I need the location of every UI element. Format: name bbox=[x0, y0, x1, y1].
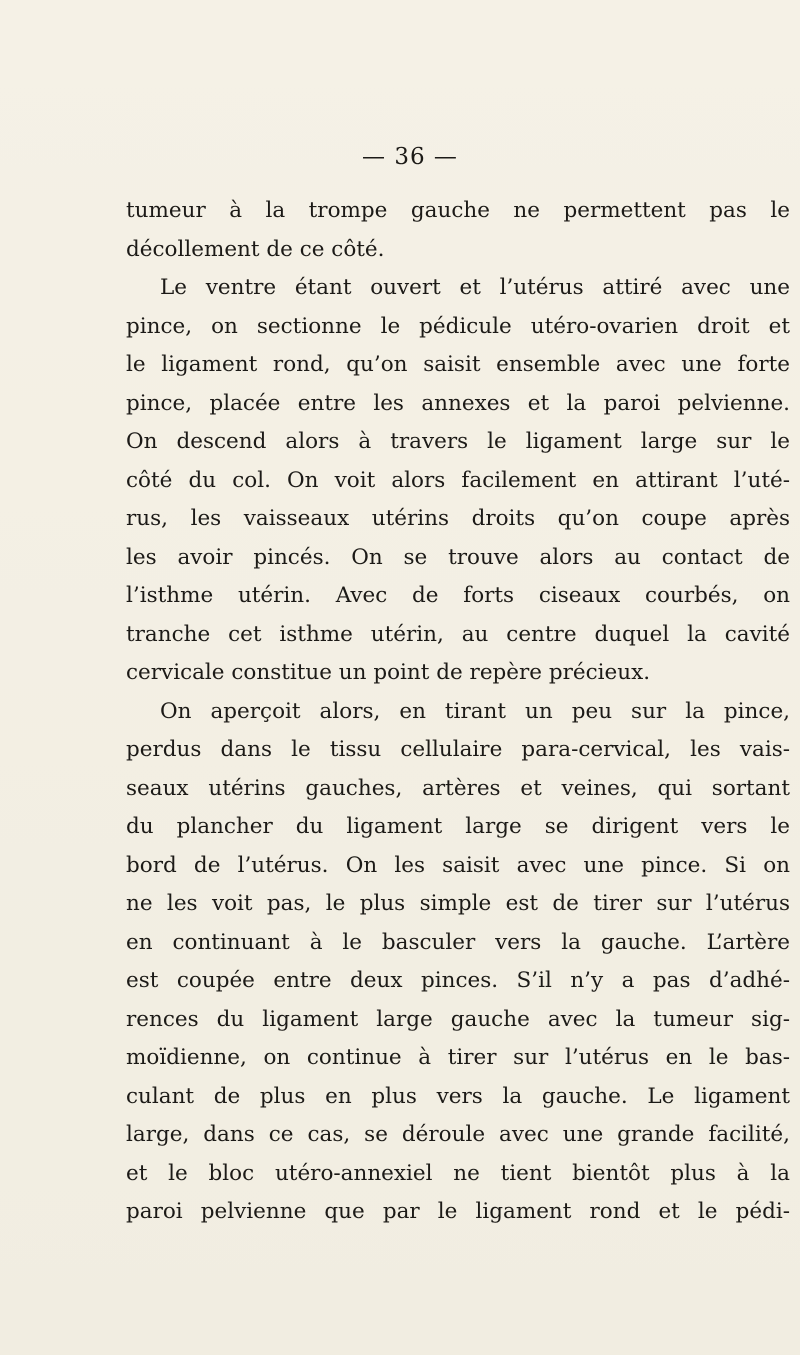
text-line: moïdienne, on continue à tirer sur l’utérus en le bas- bbox=[126, 1045, 790, 1070]
text-line: et le bloc utéro-annexiel ne tient bientôt plus à la bbox=[126, 1160, 790, 1186]
paragraph bbox=[126, 269, 790, 693]
text-line: tumeur à la trompe gauche ne permettent pas le bbox=[126, 198, 790, 223]
text-line: cervicale constitue un point de repère précieux. bbox=[126, 660, 651, 685]
text-line: est coupée entre deux pinces. S’il n’y a pas d’adhé- bbox=[126, 968, 790, 993]
text-line: On aperçoit alors, en tirant un peu sur la pince, bbox=[160, 698, 790, 724]
text-line: l’isthme utérin. Avec de forts ciseaux courbés, on bbox=[126, 583, 790, 608]
paragraph bbox=[126, 693, 790, 1232]
text-line: en continuant à le basculer vers la gauche. L’artère bbox=[126, 929, 790, 955]
text-line: Le ventre étant ouvert et l’utérus attiré avec une bbox=[160, 275, 790, 300]
text-line: large, dans ce cas, se déroule avec une grande facilité, bbox=[126, 1122, 790, 1147]
text-line: du plancher du ligament large se dirigent vers le bbox=[126, 814, 790, 839]
paragraph bbox=[126, 192, 790, 269]
text-line: pince, on sectionne le pédicule utéro-ovarien droit et bbox=[126, 313, 790, 339]
text-line: tranche cet isthme utérin, au centre duquel la cavité bbox=[126, 621, 790, 647]
text-line: les avoir pincés. On se trouve alors au contact de bbox=[126, 544, 790, 570]
text-line: pince, placée entre les annexes et la paroi pelvienne. bbox=[126, 390, 790, 416]
text-line: paroi pelvienne que par le ligament rond et le pédi- bbox=[126, 1199, 790, 1224]
text-line: décollement de ce côté. bbox=[126, 236, 385, 262]
text-line: On descend alors à travers le ligament large sur le bbox=[126, 429, 790, 454]
text-line: perdus dans le tissu cellulaire para-cervical, les vais- bbox=[126, 737, 790, 762]
body-text bbox=[126, 192, 790, 1232]
text-line: côté du col. On voit alors facilement en attirant l’uté- bbox=[126, 467, 790, 493]
page-number: — 36 — bbox=[362, 144, 458, 170]
text-line: rus, les vaisseaux utérins droits qu’on coupe après bbox=[126, 506, 790, 531]
text-line: le ligament rond, qu’on saisit ensemble avec une forte bbox=[126, 352, 790, 377]
text-line: rences du ligament large gauche avec la tumeur sig- bbox=[126, 1006, 790, 1032]
text-line: bord de l’utérus. On les saisit avec une pince. Si on bbox=[126, 852, 790, 878]
text-line: culant de plus en plus vers la gauche. Le ligament bbox=[126, 1083, 790, 1109]
text-line: seaux utérins gauches, artères et veines, qui sortant bbox=[126, 775, 790, 801]
text-line: ne les voit pas, le plus simple est de tirer sur l’utérus bbox=[126, 891, 790, 916]
